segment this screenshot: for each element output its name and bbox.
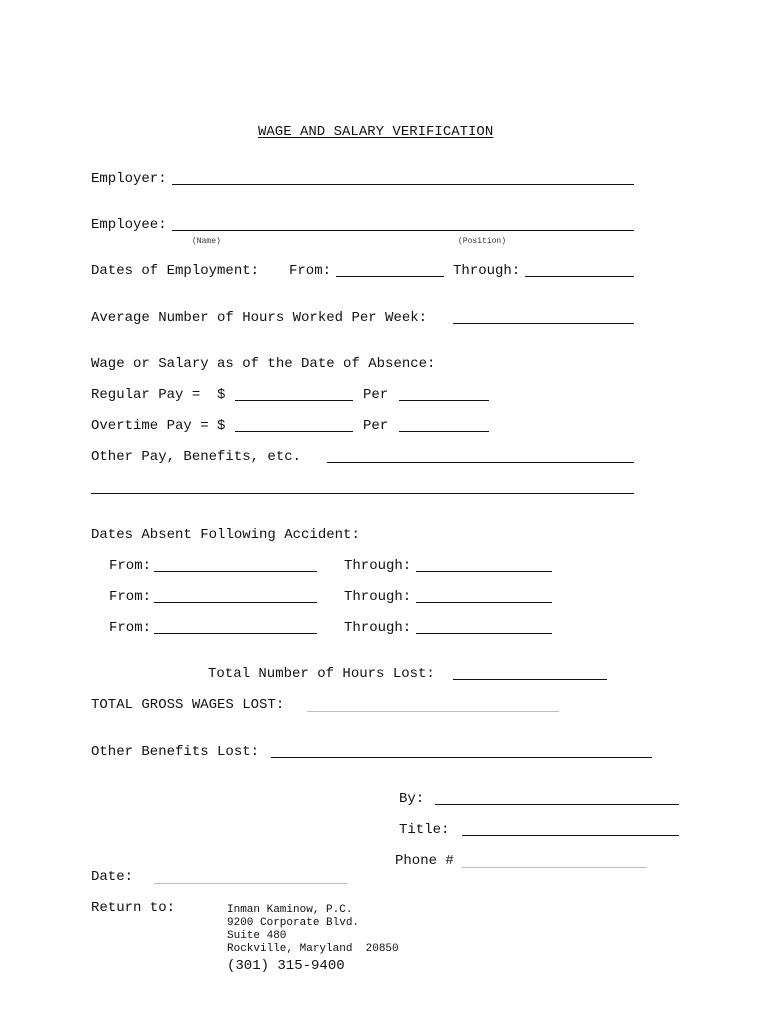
return-address-line2: 9200 Corporate Blvd.: [227, 917, 360, 929]
name-caption: (Name): [192, 237, 221, 246]
total-hours-field[interactable]: [453, 679, 607, 680]
return-address-line1: Inman Kaminow, P.C.: [227, 904, 353, 916]
absent-from-field[interactable]: [154, 571, 317, 572]
overtime-pay-per-field[interactable]: [399, 431, 489, 432]
absent-through-label: Through:: [344, 620, 412, 636]
signer-title-field[interactable]: [462, 835, 679, 836]
by-label: By:: [399, 791, 425, 807]
phone-field[interactable]: ______________________: [462, 855, 647, 871]
return-address-line3: Suite 480: [227, 930, 287, 942]
avg-hours-field[interactable]: [453, 323, 634, 324]
employer-field[interactable]: [172, 184, 634, 185]
employer-label: Employer:: [91, 171, 167, 187]
wage-heading: Wage or Salary as of the Date of Absence:: [91, 356, 436, 372]
total-gross-label: TOTAL GROSS WAGES LOST:: [91, 697, 285, 713]
absent-through-field[interactable]: [416, 602, 552, 603]
employment-from-label: From:: [289, 263, 332, 279]
signer-title-label: Title:: [399, 822, 450, 838]
overtime-pay-per-label: Per: [363, 418, 389, 434]
employee-field[interactable]: [172, 230, 634, 231]
employment-from-field[interactable]: [336, 276, 444, 277]
overtime-pay-amount-field[interactable]: [235, 431, 353, 432]
other-benefits-label: Other Benefits Lost:: [91, 744, 260, 760]
employment-through-label: Through:: [453, 263, 521, 279]
form-title: WAGE AND SALARY VERIFICATION: [258, 124, 494, 140]
avg-hours-label: Average Number of Hours Worked Per Week:: [91, 310, 428, 326]
total-gross-field[interactable]: ______________________________: [307, 699, 560, 715]
by-signature-field[interactable]: [435, 804, 679, 805]
other-pay-field[interactable]: [327, 462, 634, 463]
absent-from-field[interactable]: [154, 602, 317, 603]
absent-through-field[interactable]: [416, 633, 552, 634]
absent-from-label: From:: [109, 589, 152, 605]
phone-label: Phone #: [395, 853, 454, 869]
employee-label: Employee:: [91, 217, 167, 233]
absent-through-label: Through:: [344, 589, 412, 605]
date-field[interactable]: _______________________: [154, 871, 348, 887]
return-address-line4: Rockville, Maryland 20850: [227, 943, 399, 955]
absent-from-label: From:: [109, 620, 152, 636]
total-hours-label: Total Number of Hours Lost:: [208, 666, 435, 682]
dates-employment-label: Dates of Employment:: [91, 263, 260, 279]
other-benefits-field[interactable]: [271, 757, 652, 758]
other-pay-field-line2[interactable]: [91, 493, 634, 494]
regular-pay-amount-field[interactable]: [235, 400, 353, 401]
absent-through-field[interactable]: [416, 571, 552, 572]
absent-from-label: From:: [109, 558, 152, 574]
regular-pay-per-field[interactable]: [399, 400, 489, 401]
position-caption: (Position): [458, 237, 507, 246]
employment-through-field[interactable]: [525, 276, 634, 277]
regular-pay-label: Regular Pay = $: [91, 387, 226, 403]
dates-absent-label: Dates Absent Following Accident:: [91, 527, 360, 543]
absent-from-field[interactable]: [154, 633, 317, 634]
return-phone: (301) 315-9400: [227, 958, 345, 974]
date-label: Date:: [91, 869, 134, 885]
other-pay-label: Other Pay, Benefits, etc.: [91, 449, 302, 465]
return-to-label: Return to:: [91, 900, 176, 916]
regular-pay-per-label: Per: [363, 387, 389, 403]
absent-through-label: Through:: [344, 558, 412, 574]
overtime-pay-label: Overtime Pay = $: [91, 418, 226, 434]
